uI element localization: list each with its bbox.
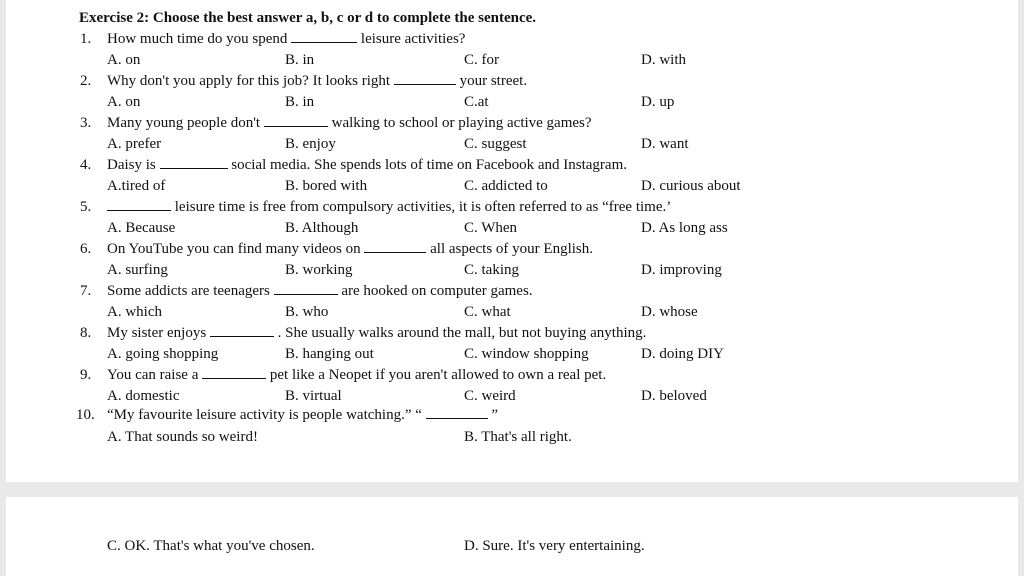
question-text-after: pet like a Neopet if you aren't allowed to own a real pet. [269, 367, 607, 383]
answer-blank[interactable] [426, 406, 488, 419]
option-d[interactable]: D. As long ass [641, 220, 728, 236]
question-number: 5. [80, 199, 92, 215]
option-b[interactable]: B. virtual [285, 388, 342, 404]
answer-blank[interactable] [210, 324, 274, 337]
question-text-after: are hooked on computer games. [341, 283, 533, 299]
question-number: 3. [80, 115, 92, 131]
answer-blank[interactable] [291, 30, 357, 43]
option-c[interactable]: C. window shopping [464, 346, 589, 362]
question-number: 4. [80, 157, 92, 173]
answer-blank[interactable] [274, 282, 338, 295]
question-text [107, 156, 627, 174]
option-b[interactable]: B. who [285, 304, 329, 320]
option-c[interactable]: C. what [464, 304, 511, 320]
option-d[interactable]: D. doing DIY [641, 346, 724, 362]
option-a[interactable]: A. going shopping [107, 346, 219, 362]
page-2 [6, 497, 1018, 576]
question-text [107, 114, 592, 132]
option-c[interactable]: C.at [464, 94, 489, 110]
option-d[interactable]: D. want [641, 136, 689, 152]
option-b[interactable]: B. in [285, 52, 315, 68]
question-text-before: Some addicts are teenagers [107, 283, 270, 299]
option-c[interactable]: C. addicted to [464, 178, 548, 194]
option-c[interactable]: C. taking [464, 262, 519, 278]
question-text-before: Daisy is [107, 157, 156, 173]
question-text-after: your street. [459, 73, 528, 89]
question-text-before: On YouTube you can find many videos on [107, 241, 361, 257]
option-a[interactable]: A. on [107, 52, 141, 68]
question-text-before: My sister enjoys [107, 325, 207, 341]
option-a[interactable]: A. That sounds so weird! [107, 429, 258, 445]
option-c[interactable]: C. for [464, 52, 499, 68]
question-number: 9. [80, 367, 92, 383]
question-text-before: Many young people don't [107, 115, 261, 131]
question-text [107, 366, 606, 384]
option-c[interactable]: C. When [464, 220, 518, 236]
answer-blank[interactable] [160, 156, 228, 169]
option-b[interactable]: B. working [285, 262, 353, 278]
exercise-title: Exercise 2: Choose the best answer a, b, c or d to complete the sentence. [79, 10, 537, 26]
option-c[interactable]: C. weird [464, 388, 516, 404]
question-text-after: . She usually walks around the mall, but not buying anything. [277, 325, 647, 341]
question-number: 6. [80, 241, 92, 257]
question-text-after: walking to school or playing active games? [331, 115, 592, 131]
option-a[interactable]: A. on [107, 94, 141, 110]
answer-blank[interactable] [364, 240, 426, 253]
question-text [107, 324, 646, 342]
option-b[interactable]: B. Although [285, 220, 359, 236]
question-text-after: leisure time is free from compulsory activities, it is often referred to as “free time.’ [174, 199, 672, 215]
question-number: 10. [76, 407, 95, 423]
option-d[interactable]: D. with [641, 52, 686, 68]
question-text [107, 240, 593, 258]
question-text-after: ” [491, 407, 499, 423]
question-number: 2. [80, 73, 92, 89]
answer-blank[interactable] [107, 198, 171, 211]
question-text [107, 72, 527, 90]
option-b[interactable]: B. enjoy [285, 136, 336, 152]
question-number: 7. [80, 283, 92, 299]
question-text [107, 30, 465, 48]
option-d[interactable]: D. curious about [641, 178, 741, 194]
option-a[interactable]: A. which [107, 304, 162, 320]
question-text-before: You can raise a [107, 367, 199, 383]
question-text-after: all aspects of your English. [430, 241, 594, 257]
answer-blank[interactable] [394, 72, 456, 85]
option-a[interactable]: A. prefer [107, 136, 162, 152]
option-a[interactable]: A.tired of [107, 178, 166, 194]
option-c[interactable]: C. suggest [464, 136, 527, 152]
option-b[interactable]: B. in [285, 94, 315, 110]
option-a[interactable]: A. Because [107, 220, 176, 236]
option-b[interactable]: B. hanging out [285, 346, 374, 362]
question-text-before: How much time do you spend [107, 31, 288, 47]
answer-blank[interactable] [202, 366, 266, 379]
question-text [107, 406, 498, 424]
option-c[interactable]: C. OK. That's what you've chosen. [107, 538, 315, 554]
question-text [107, 282, 533, 300]
question-number: 1. [80, 31, 92, 47]
question-text-before: “My favourite leisure activity is people watching.” “ [107, 407, 422, 423]
option-d[interactable]: D. whose [641, 304, 698, 320]
question-number: 8. [80, 325, 92, 341]
option-d[interactable]: D. improving [641, 262, 722, 278]
option-b[interactable]: B. bored with [285, 178, 368, 194]
question-text [107, 198, 671, 216]
question-text-after: social media. She spends lots of time on Facebook and Instagram. [231, 157, 627, 173]
option-d[interactable]: D. up [641, 94, 675, 110]
page-1 [6, 0, 1018, 482]
question-text-after: leisure activities? [360, 31, 466, 47]
option-a[interactable]: A. surfing [107, 262, 168, 278]
option-d[interactable]: D. beloved [641, 388, 707, 404]
option-a[interactable]: A. domestic [107, 388, 180, 404]
option-b[interactable]: B. That's all right. [464, 429, 572, 445]
option-d[interactable]: D. Sure. It's very entertaining. [464, 538, 645, 554]
answer-blank[interactable] [264, 114, 328, 127]
question-text-before: Why don't you apply for this job? It looks right [107, 73, 391, 89]
